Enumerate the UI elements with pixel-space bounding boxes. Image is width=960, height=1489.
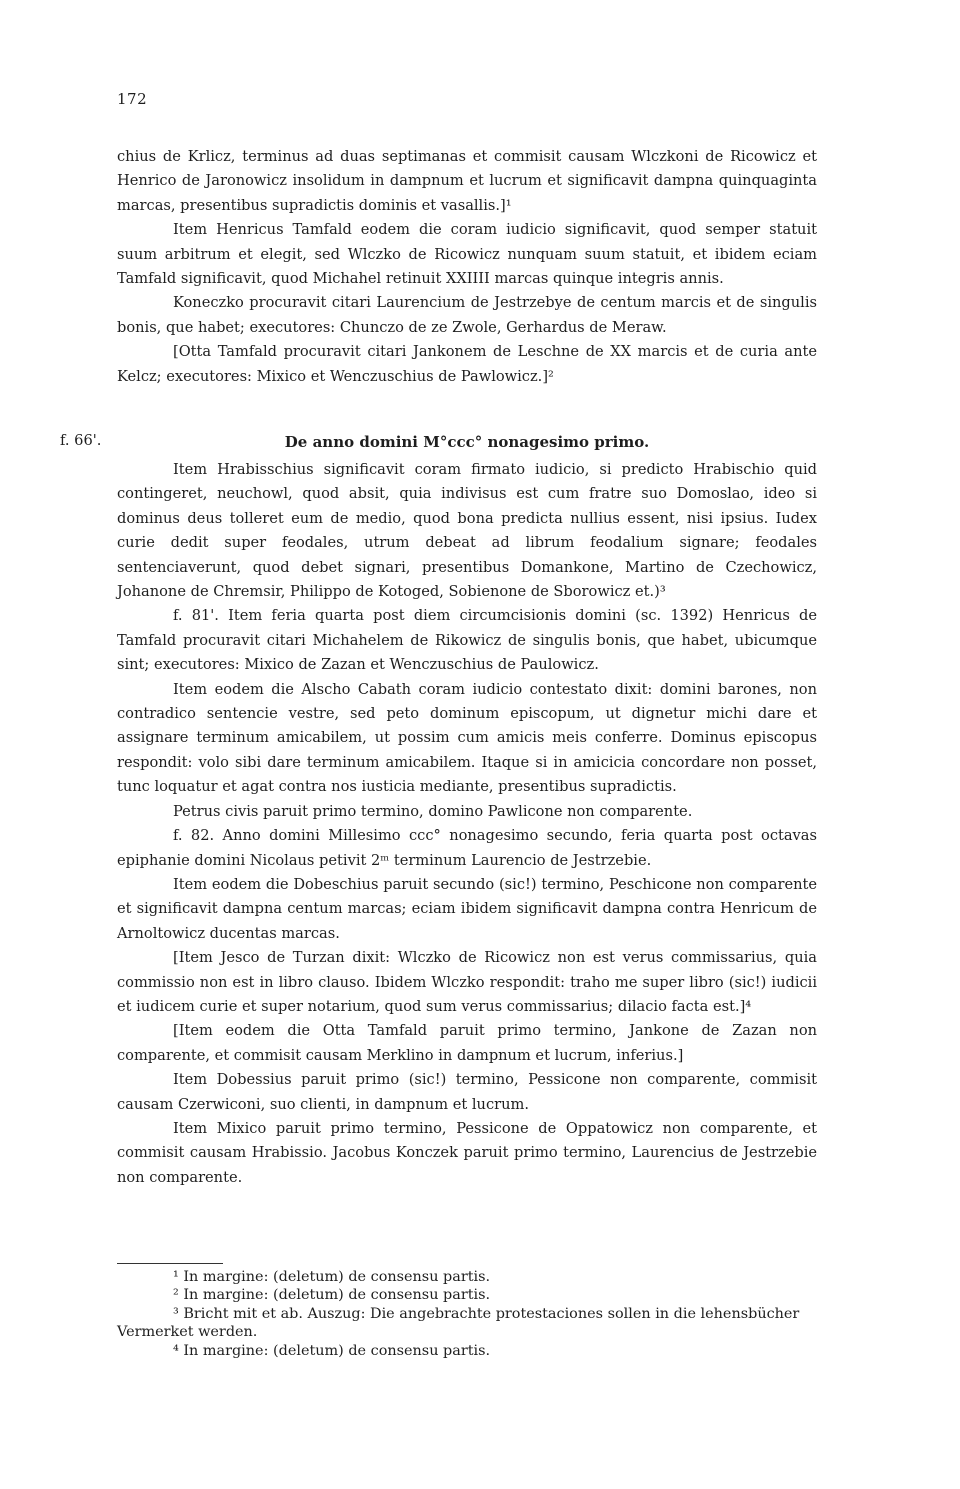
footnote-rule: [117, 1263, 223, 1264]
paragraph: Koneczko procuravit citari Laurencium de Jestrzebye de centum marcis et de singulis bonis, que habet; executores: Chunczo de ze Zwole, Gerhardus de Meraw.: [117, 294, 817, 336]
margin-note: f. 66'.: [60, 432, 102, 449]
paragraph: [Item Jesco de Turzan dixit: Wlczko de Ricowicz non est verus commissarius, quia commissio non est in libro clauso. Ibidem Wlczko respondit: traho me super libro (sic!) iudicii et iudicem curie et super notarium, quod sum verus commissarius; dilacio facta est.]⁴: [117, 949, 817, 1015]
paragraph: Item eodem die Dobeschius paruit secundo (sic!) termino, Peschicone non comparente et significavit dampna centum marcas; eciam ibidem significavit dampna contra Henricum de Arnoltowicz ducentas marcas.: [117, 875, 817, 942]
paragraph: f. 81'. Item feria quarta post diem circumcisionis domini (sc. 1392) Henricus de Tamfald procuravit citari Michahelem de Rikowicz de singulis bonis, que habet, ubicumque sint; executores: Mixico de Zazan et Wenczuschius de Paulowicz.: [117, 607, 817, 674]
paragraph: Item Mixico paruit primo termino, Pessicone de Oppatowicz non comparente, et commisit causam Hrabissio. Jacobus Konczek paruit primo termino, Laurencius de Jestrzebie non comparente.: [117, 1119, 817, 1186]
paragraph: [Otta Tamfald procuravit citari Jankonem de Leschne de XX marcis et de curia ante Kelcz; executores: Mixico et Wenczuschius de Pawlowicz.]²: [117, 343, 817, 385]
paragraph: Petrus civis paruit primo termino, domino Pawlicone non comparente.: [173, 802, 693, 820]
paragraph: [Item eodem die Otta Tamfald paruit primo termino, Jankone de Zazan non comparente, et commisit causam Merklino in dampnum et lucrum, inferius.]: [117, 1022, 817, 1064]
paragraph: Item Henricus Tamfald eodem die coram iudicio significavit, quod semper statuit suum arbitrum et elegit, sed Wlczko de Ricowicz nunquam suum statuit, et ibidem eciam Tamfald significavit, quod Michahel retinuit XXIIII marcas quinque integris annis.: [117, 221, 817, 288]
paragraph: Item Dobessius paruit primo (sic!) termino, Pessicone non comparente, commisit causam Czerwiconi, suo clienti, in dampnum et lucrum.: [117, 1071, 817, 1113]
section-heading: De anno domini M°ccc° nonagesimo primo.: [284, 433, 650, 451]
paragraph: chius de Krlicz, terminus ad duas septimanas et commisit causam Wlczkoni de Ricowicz et Henrico de Jaronowicz insolidum in dampnum et lucrum et significavit dampna quinquaginta marcas, presentibus supradictis dominis et vasallis.]¹: [117, 148, 817, 214]
text-block-top: [117, 145, 817, 389]
footnote: ⁴ In margine: (deletum) de consensu partis.: [173, 1342, 491, 1359]
paragraph: Item eodem die Alscho Cabath coram iudicio contestato dixit: domini barones, non contradico sentencie vestre, sed peto dominum episcopum, ut dignetur michi dare et assignare terminum amicabilem, ut possim cum amicis meis conferre. Dominus episcopus respondit: volo sibi dare terminum amicabilem. Itaque si in amicicia concordare non posset, tunc loquatur et agat contra nos iusticia mediante, presentibus supradictis.: [117, 680, 817, 796]
page-number: 172: [117, 90, 148, 108]
footnote: ² In margine: (deletum) de consensu partis.: [173, 1287, 491, 1304]
paragraph: Item Hrabisschius significavit coram firmato iudicio, si predicto Hrabischio quid contingeret, neuchowl, quod absit, quia indivisus est cum fratre suo Domoslao, ideo si dominus deus tolleret eum de medio, quod bona predicta nullius essent, nisi ipsius. Iudex curie dedit super feodales, utrum debeat ad librum feodalium signare; feodales sentenciaverunt, quod debet signari, presentibus Domankone, Martino de Czechowicz, Johanone de Chremsir, Philippo de Kotoged, Sobienone de Sborowicz et.)³: [117, 461, 817, 601]
footnote: ¹ In margine: (deletum) de consensu partis.: [173, 1269, 491, 1285]
text-block-main: [117, 458, 817, 1190]
footnote: ³ Bricht mit et ab. Auszug: Die angebrachte protestaciones sollen in die lehensbücher Vermerket werden.: [117, 1305, 800, 1341]
footnotes: [117, 1268, 817, 1360]
paragraph: f. 82. Anno domini Millesimo ccc° nonagesimo secundo, feria quarta post octavas epiphanie domini Nicolaus petivit 2ᵐ terminum Laurencio de Jestrzebie.: [117, 827, 817, 869]
